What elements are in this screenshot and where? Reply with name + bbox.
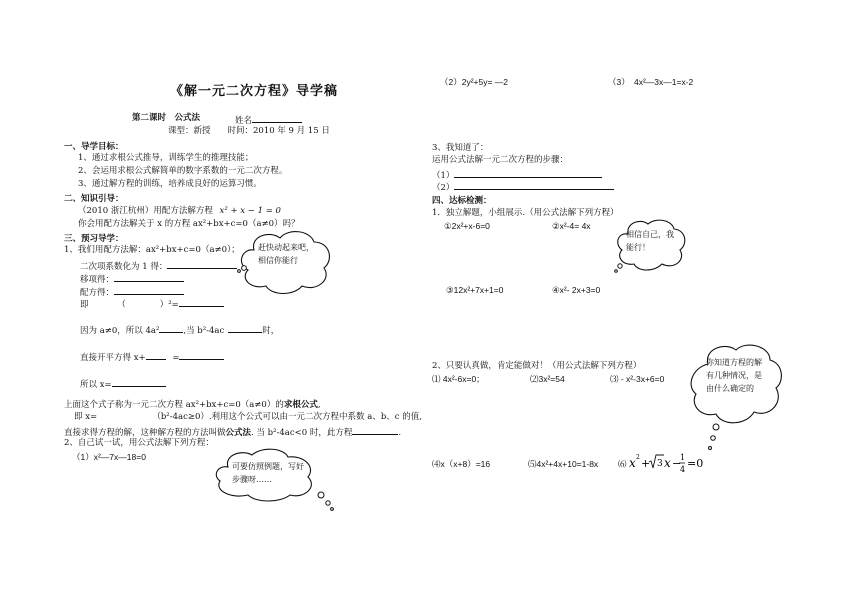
step-transpose — [80, 272, 184, 286]
answer-blank — [179, 350, 224, 360]
step-label: ,当 b²-4ac — [183, 326, 225, 336]
svg-text:4: 4 — [680, 465, 686, 474]
answer-blank — [167, 259, 237, 269]
svg-text:x: x — [664, 456, 671, 470]
problem-2-2: （2）2y²+5y= —2 — [440, 77, 509, 87]
question-1: 1、我们用配方法解：ax²+bx+c=0（a≠0）； — [64, 245, 240, 255]
exercise-1: ①2x²+x-6=0 — [444, 221, 490, 231]
svg-text:1: 1 — [680, 453, 686, 462]
step-result — [80, 377, 166, 391]
step-label: = — [172, 353, 180, 363]
thought-bubble-3-text: 相信自己，我能行！ — [626, 230, 674, 252]
step-label: 移项得： — [80, 275, 115, 285]
question-2: 2、自己试一试，用公式法解下列方程： — [64, 438, 214, 448]
goal-item: 1、通过求根公式推导，训练学生的推理技能； — [78, 153, 254, 163]
name-blank — [252, 113, 302, 123]
exercise-f6-label: ⑹ — [618, 459, 627, 469]
step-label: 配方得： — [80, 288, 115, 298]
answer-blank — [112, 377, 166, 387]
formula-text: , — [317, 400, 321, 410]
meta-line: 课型：新授 时间：2010 年 9 月 15 日 — [168, 126, 330, 136]
answer-blank — [114, 272, 184, 282]
svg-text:x: x — [629, 456, 636, 470]
question-3-desc: 运用公式法解一元二次方程的步骤： — [432, 155, 569, 165]
step-number: （2） — [432, 183, 455, 193]
formula-line-1 — [64, 399, 321, 411]
guide-line-2: 你会用配方法解关于 x 的方程 ax²+bx+c=0（a≠0）吗？ — [78, 219, 300, 229]
svg-text:−: − — [672, 457, 682, 470]
thought-bubble-2-dots — [316, 490, 336, 512]
step-label: 时， — [262, 326, 280, 336]
answer-blank — [352, 425, 398, 435]
step-reasoning — [80, 323, 279, 337]
thought-bubble-4-dots — [704, 422, 724, 454]
section-preview-heading: 三、预习导学： — [64, 233, 124, 243]
formula-text: . 当 b²-4ac<0 时，此方程 — [251, 428, 353, 438]
answer-blank — [146, 350, 166, 360]
section-test-heading: 四、达标检测： — [432, 195, 492, 205]
name-label: 姓名 — [235, 116, 253, 126]
svg-text:=0: =0 — [687, 457, 704, 470]
goal-item: 3、通过解方程的训练，培养成良好的运算习惯。 — [78, 179, 262, 189]
step-label: 即 — [80, 300, 89, 310]
test-question-2: 2、只要认真做，肯定能做对！（用公式法解下列方程） — [432, 361, 642, 371]
svg-text:3: 3 — [657, 459, 663, 469]
formula-text: 上面这个式子称为一元二次方程 ax²+bx+c=0（a≠0）的 — [64, 400, 284, 410]
step-number: （1） — [432, 171, 455, 181]
answer-blank — [228, 323, 262, 333]
guide-text: （2010 浙江杭州）用配方法解方程 — [78, 206, 213, 216]
question-3: 3、我知道了： — [432, 143, 489, 153]
exercise-4: ④x²- 2x+3=0 — [552, 285, 601, 295]
svg-text:2: 2 — [636, 454, 640, 461]
lesson-label: 第二课时 公式法 — [132, 113, 201, 123]
guide-equation: x² + x − 1 = 0 — [219, 206, 281, 216]
exercise-f2: ⑵3x²=54 — [530, 374, 565, 384]
step-label: 因为 a≠0，所以 4a² — [80, 326, 160, 336]
step-label: 直接开平方得 x+ — [80, 353, 146, 363]
problem-2-3: （3） 4x²—3x—1=x-2 — [608, 77, 694, 87]
step-normalize — [80, 259, 237, 273]
formula-keyword: 求根公式 — [283, 399, 318, 409]
problem-2-1: （1）x²—7x—18=0 — [72, 452, 146, 462]
exercise-f3: ⑶ - x²-3x+6=0 — [610, 374, 665, 384]
step-label: 二次项系数化为 1 得： — [80, 262, 168, 272]
test-question-1: 1．独立解题，小组展示.（用公式法解下列方程） — [432, 208, 619, 218]
section-guide-heading: 二、知识引导： — [64, 193, 124, 203]
exercise-f1: ⑴ 4x²-6x=0； — [432, 374, 485, 384]
exercise-f5: ⑸4x²+4x+10=1-8x — [528, 459, 599, 469]
answer-blank — [454, 180, 614, 190]
exercise-f6-equation — [628, 450, 704, 478]
answer-blank — [114, 285, 184, 295]
answer-blank — [159, 323, 183, 333]
thought-bubble-1-text: 赶快动起来吧，相信你能行 — [258, 243, 314, 265]
goal-item: 2、会运用求根公式解简单的数字系数的一元二次方程。 — [78, 166, 288, 176]
step-label: 所以 x= — [80, 380, 112, 390]
step-label: （ ）²= — [117, 300, 179, 310]
exercise-2: ②x²-4= 4x — [552, 221, 591, 231]
formula-text: 直接求得方程的解，这种解方程的方法叫做 — [64, 428, 226, 438]
formula-keyword: 公式法 — [225, 427, 252, 437]
section-goals-heading: 一、导学目标： — [64, 141, 124, 151]
formula-text: . — [398, 428, 402, 438]
step-2-line — [432, 180, 614, 194]
svg-text:+: + — [641, 457, 651, 470]
formula-line-2: 即 x= （b²-4ac≥0）.利用这个公式可以由一元二次方程中系数 a、b、c 的值, — [74, 412, 422, 422]
step-square-root — [80, 350, 224, 364]
formula-line-3 — [64, 425, 401, 439]
exercise-f4: ⑷x（x+8）=16 — [432, 459, 491, 469]
page-title: 《解一元二次方程》导学稿 — [170, 84, 339, 99]
thought-bubble-2-text: 可要仿照例题，写好步骤呀…… — [232, 462, 304, 484]
guide-line-1 — [78, 206, 281, 217]
exercise-3: ③12x²+7x+1=0 — [446, 285, 504, 295]
thought-bubble-4-text: 你知道方程的解有几种情况，是由什么确定的 — [706, 358, 762, 393]
step-square-form — [80, 297, 224, 311]
answer-blank — [454, 168, 602, 178]
name-field — [235, 113, 302, 127]
answer-blank — [179, 297, 224, 307]
